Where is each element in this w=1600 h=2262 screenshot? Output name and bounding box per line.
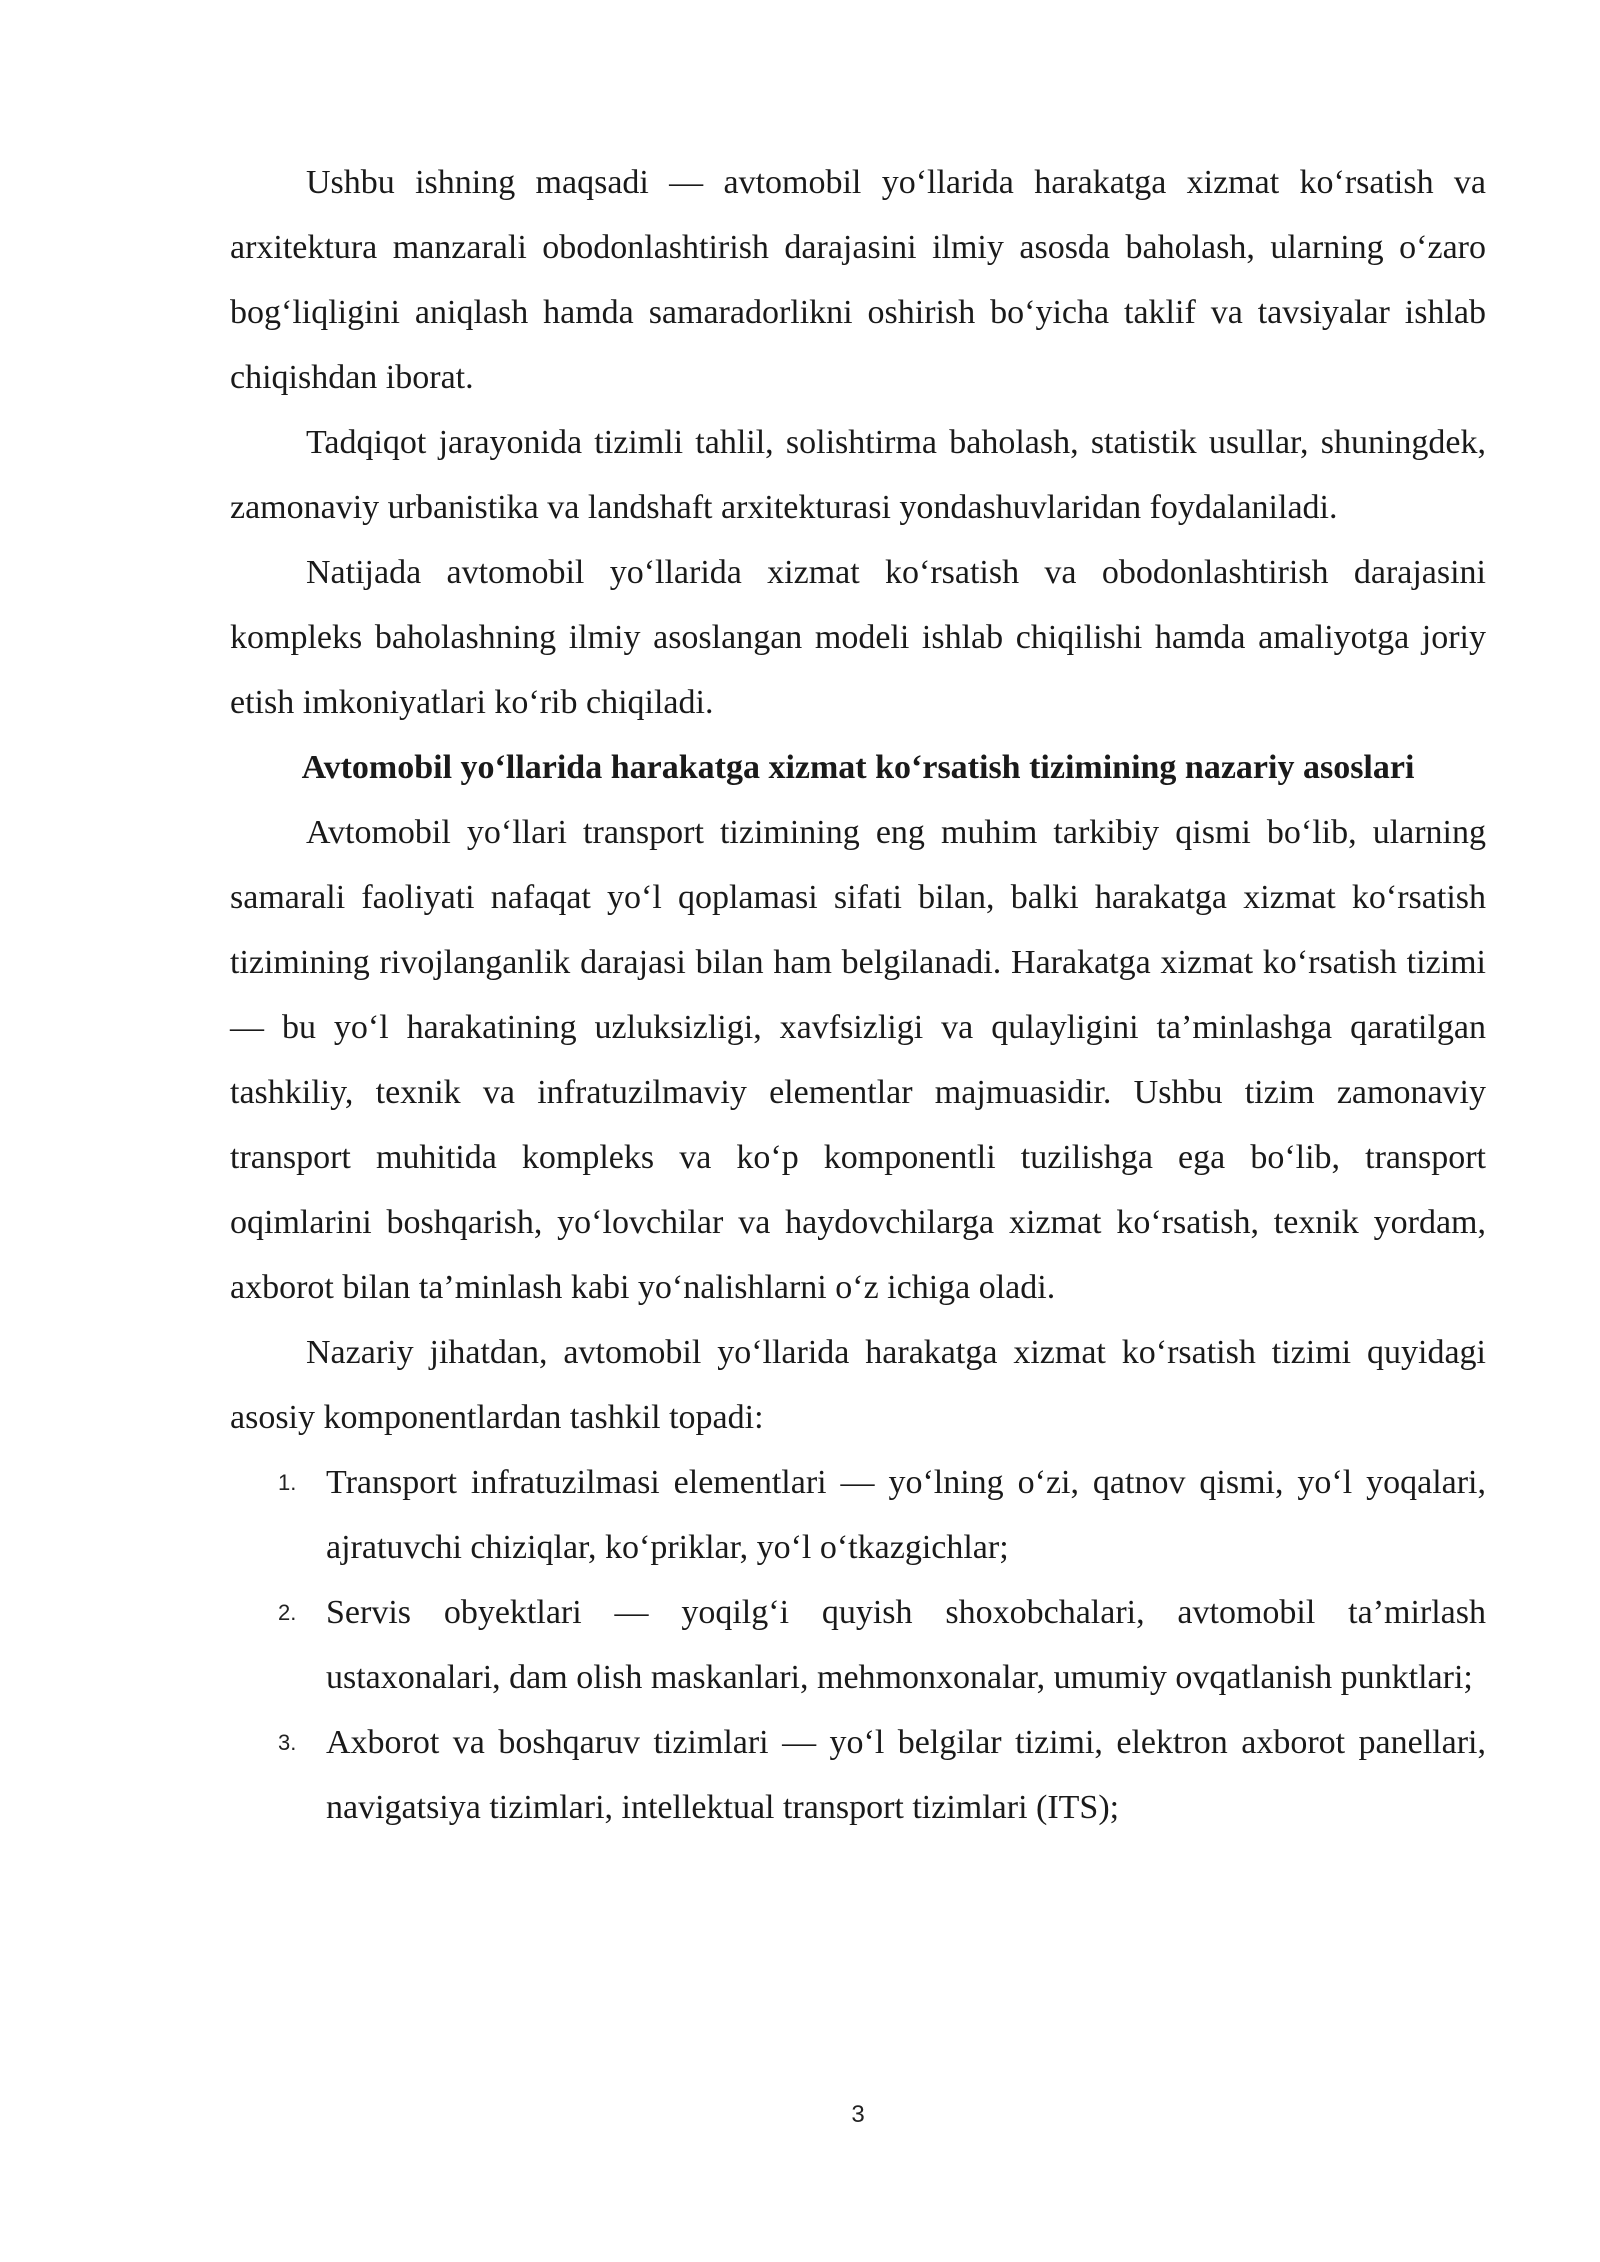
list-item-text: Servis obyektlari — yoqilg‘i quyish shoxobchalari, avtomobil ta’mirlash ustaxonalari, dam olish maskanlari, mehmonxonalar, umumiy ovqatlanish punktlari;: [326, 1594, 1486, 1696]
components-list: [230, 1450, 1486, 1840]
list-item: [230, 1710, 1486, 1840]
page-number: 3: [851, 2101, 865, 2128]
paragraph-components-intro: Nazariy jihatdan, avtomobil yo‘llarida harakatga xizmat ko‘rsatish tizimi quyidagi asosiy komponentlardan tashkil topadi:: [230, 1334, 1486, 1436]
paragraph-results: Natijada avtomobil yo‘llarida xizmat ko‘rsatish va obodonlashtirish darajasini kompleks baholashning ilmiy asoslangan modeli ishlab chiqilishi hamda amaliyotga joriy etish imkoniyatlari ko‘rib chiqiladi.: [230, 554, 1486, 721]
paragraph-road-system: Avtomobil yo‘llari transport tizimining eng muhim tarkibiy qismi bo‘lib, ularning samarali faoliyati nafaqat yo‘l qoplamasi sifati bilan, balki harakatga xizmat ko‘rsatish tizimining rivojlanganlik darajasi bilan ham belgilanadi. Harakatga xizmat ko‘rsatish tizimi — bu yo‘l harakatining uzluksizligi, xavfsizligi va qulayligini ta’minlashga qaratilgan tashkiliy, texnik va infratuzilmaviy elementlar majmuasidir. Ushbu tizim zamonaviy transport muhitida kompleks va ko‘p komponentli tuzilishga ega bo‘lib, transport oqimlarini boshqarish, yo‘lovchilar va haydovchilarga xizmat ko‘rsatish, texnik yordam, axborot bilan ta’minlash kabi yo‘nalishlarni o‘z ichiga oladi.: [230, 814, 1486, 1306]
list-item-text: Transport infratuzilmasi elementlari — yo‘lning o‘zi, qatnov qismi, yo‘l yoqalari, ajratuvchi chiziqlar, ko‘priklar, yo‘l o‘tkazgichlar;: [326, 1464, 1486, 1566]
paragraph-purpose: Ushbu ishning maqsadi — avtomobil yo‘llarida harakatga xizmat ko‘rsatish va arxitektura manzarali obodonlashtirish darajasini ilmiy asosda baholash, ularning o‘zaro bog‘liqligini aniqlash hamda samaradorlikni oshirish bo‘yicha taklif va tavsiyalar ishlab chiqishdan iborat.: [230, 164, 1486, 396]
page-content: [230, 150, 1486, 1840]
list-item-number: 2.: [278, 1600, 297, 1625]
paragraph-methods: Tadqiqot jarayonida tizimli tahlil, solishtirma baholash, statistik usullar, shuningdek, zamonaviy urbanistika va landshaft arxitekturasi yondashuvlaridan foydalaniladi.: [230, 424, 1486, 526]
section-heading: Avtomobil yo‘llarida harakatga xizmat ko‘rsatish tizimining nazariy asoslari: [301, 749, 1415, 786]
list-item-number: 3.: [278, 1730, 297, 1755]
list-item: [230, 1450, 1486, 1580]
list-item-number: 1.: [278, 1470, 297, 1495]
list-item-text: Axborot va boshqaruv tizimlari — yo‘l belgilar tizimi, elektron axborot panellari, navigatsiya tizimlari, intellektual transport tizimlari (ITS);: [326, 1724, 1486, 1826]
list-item: [230, 1580, 1486, 1710]
